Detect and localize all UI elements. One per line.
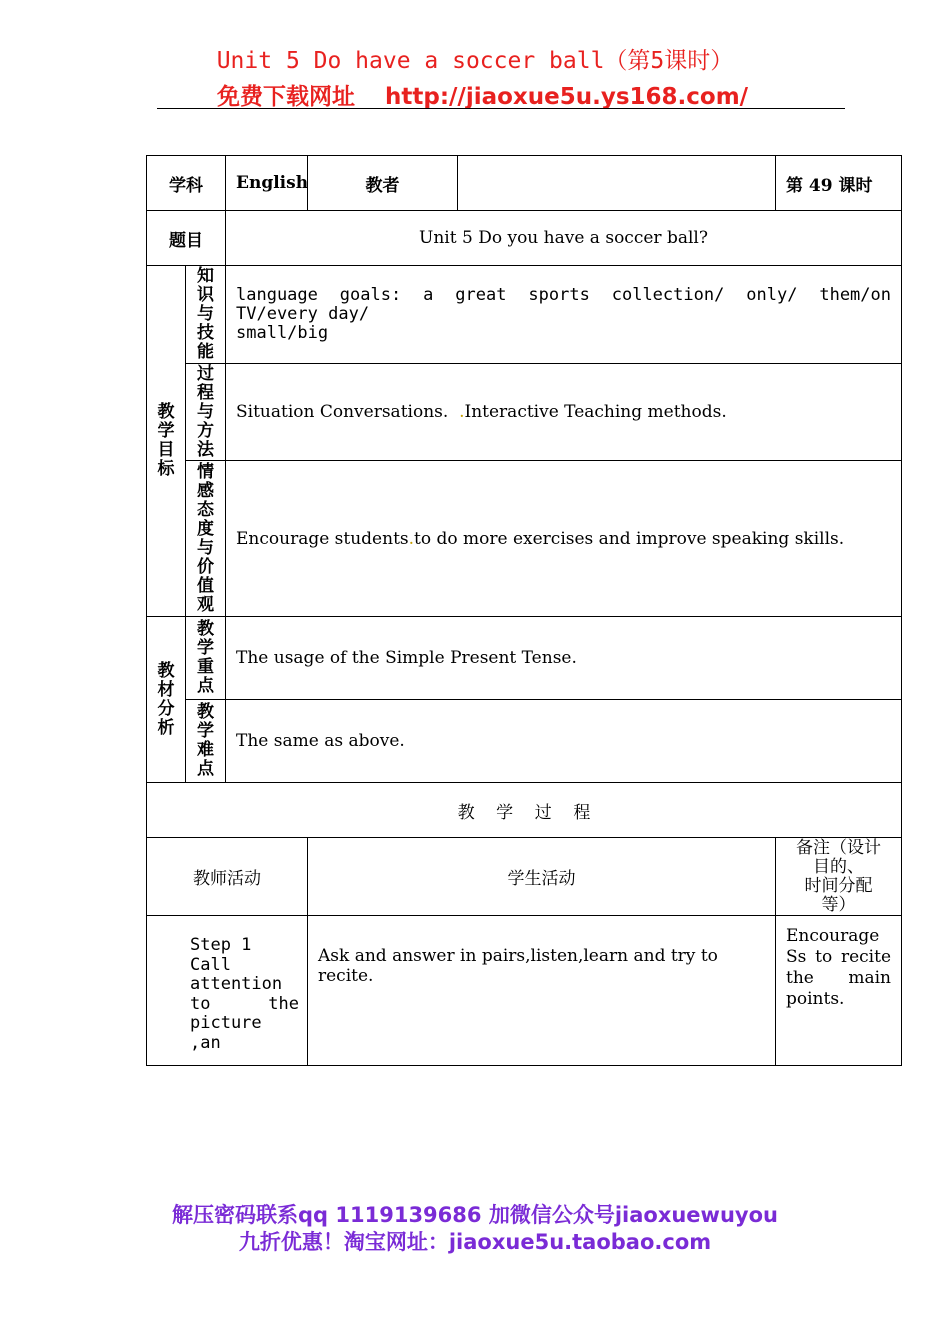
notes-heading: 备注（设计 目的、 时间分配 等） xyxy=(776,838,902,916)
difficult-point-label: 教 学 难 点 xyxy=(186,700,226,783)
header-rule xyxy=(157,108,845,109)
key-point-value: The usage of the Simple Present Tense. xyxy=(226,617,902,700)
knowledge-value: language goals: a great sports collection/ only/ them/on TV/every day/ small/big xyxy=(226,266,902,364)
key-point-label: 教 学 重 点 xyxy=(186,617,226,700)
row-knowledge xyxy=(147,266,902,364)
student-activity-heading: 学生活动 xyxy=(308,838,776,916)
row-process-method xyxy=(147,364,902,461)
process-heading: 教 学 过 程 xyxy=(147,783,902,838)
process-label: 过 程 与 方 法 xyxy=(186,364,226,461)
step1-teacher-activity: Step 1 Call attention to the picture ,an xyxy=(147,916,308,1066)
row-step1 xyxy=(147,916,902,1066)
download-line xyxy=(217,78,748,111)
row-difficult-point xyxy=(147,700,902,783)
teacher-activity-heading: 教师活动 xyxy=(147,838,308,916)
knowledge-label: 知 识 与 技 能 xyxy=(186,266,226,364)
analysis-label: 教 材 分 析 xyxy=(147,617,186,783)
step1-notes: Encourage Ss to recite the main points. xyxy=(776,916,902,1066)
row-column-headings xyxy=(147,838,902,916)
attitude-value: Encourage students.to do more exercises and improve speaking skills. xyxy=(226,461,902,617)
teacher-value xyxy=(458,156,776,211)
row-key-point xyxy=(147,617,902,700)
step1-student-activity: Ask and answer in pairs,listen,learn and try to recite. xyxy=(308,916,776,1066)
subject-label: 学科 xyxy=(147,156,226,211)
objectives-label: 教 学 目 标 xyxy=(147,266,186,617)
process-value: Situation Conversations. .Interactive Teaching methods. xyxy=(226,364,902,461)
subject-value: English xyxy=(226,156,308,211)
teacher-label: 教者 xyxy=(308,156,458,211)
footer-shop[interactable]: 九折优惠！淘宝网址：jiaoxue5u.taobao.com xyxy=(238,1230,712,1254)
row-subject xyxy=(147,156,902,211)
topic-value: Unit 5 Do you have a soccer ball? xyxy=(226,211,902,266)
difficult-point-value: The same as above. xyxy=(226,700,902,783)
row-attitude xyxy=(147,461,902,617)
row-topic xyxy=(147,211,902,266)
download-url[interactable]: http://jiaoxue5u.ys168.com/ xyxy=(385,84,749,110)
document-title: Unit 5 Do have a soccer ball（第5课时） xyxy=(216,48,734,74)
download-label: 免费下载网址 xyxy=(217,84,355,110)
row-process-heading xyxy=(147,783,902,838)
lesson-number: 第 49 课时 xyxy=(776,156,902,211)
footer-contact: 解压密码联系qq 1119139686 加微信公众号jiaoxuewuyou xyxy=(172,1203,778,1227)
topic-label: 题目 xyxy=(147,211,226,266)
attitude-label: 情 感 态 度 与 价 值 观 xyxy=(186,461,226,617)
lesson-plan-table xyxy=(146,155,902,1066)
